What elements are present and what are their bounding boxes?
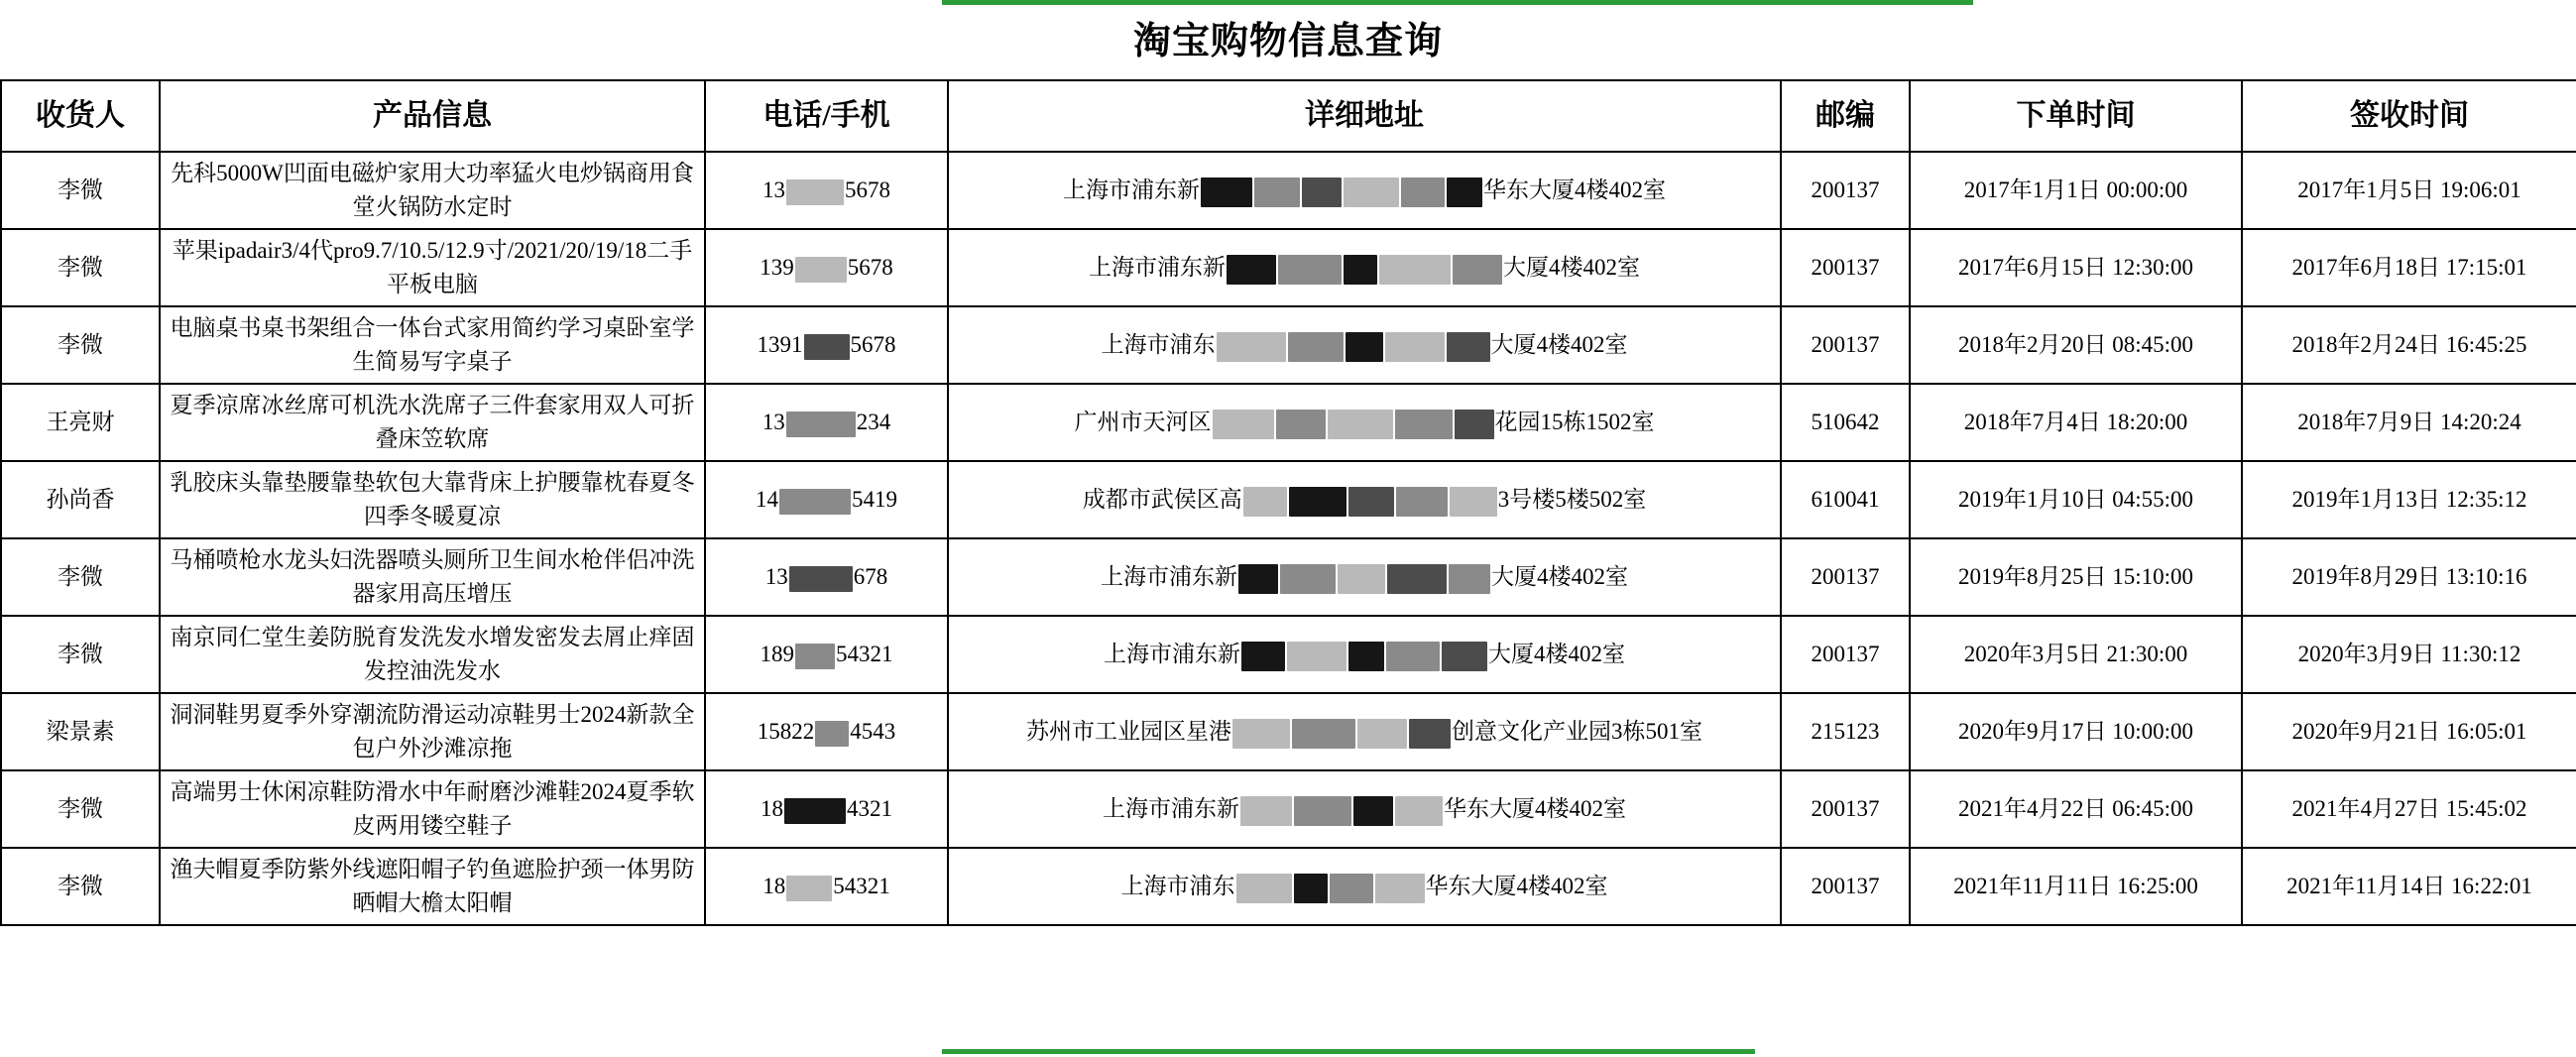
cell-zip: 200137: [1781, 229, 1910, 306]
redaction-block: [1375, 874, 1425, 903]
cell-phone: [705, 538, 948, 616]
cell-address: [948, 306, 1781, 384]
address-suffix: 大厦4楼402室: [1503, 255, 1640, 280]
table-row: [1, 229, 2576, 306]
phone-prefix: 18: [762, 874, 786, 898]
cell-recipient: 李微: [1, 306, 160, 384]
cell-product: 电脑桌书桌书架组合一体台式家用简约学习桌卧室学生简易写字桌子: [160, 306, 705, 384]
cell-sign-time: 2020年3月9日 11:30:12: [2242, 616, 2576, 693]
table-row: [1, 461, 2576, 538]
redaction-block: [1409, 719, 1451, 749]
redaction-block: [1387, 564, 1447, 594]
cell-order-time: 2020年3月5日 21:30:00: [1910, 616, 2242, 693]
cell-order-time: 2021年11月11日 16:25:00: [1910, 848, 2242, 925]
cell-product: 渔夫帽夏季防紫外线遮阳帽子钓鱼遮脸护颈一体男防晒帽大檐太阳帽: [160, 848, 705, 925]
phone-suffix: 5678: [845, 177, 890, 202]
cell-product: 洞洞鞋男夏季外穿潮流防滑运动凉鞋男士2024新款全包户外沙滩凉拖: [160, 693, 705, 770]
redaction-block: [784, 798, 846, 824]
redaction-block: [1217, 332, 1286, 362]
redaction-block: [1442, 642, 1487, 671]
cell-zip: 610041: [1781, 461, 1910, 538]
cell-address: [948, 770, 1781, 848]
redaction-block: [1396, 487, 1448, 517]
cell-order-time: 2019年8月25日 15:10:00: [1910, 538, 2242, 616]
cell-zip: 200137: [1781, 848, 1910, 925]
cell-sign-time: 2018年7月9日 14:20:24: [2242, 384, 2576, 461]
cell-phone: [705, 306, 948, 384]
cell-zip: 200137: [1781, 538, 1910, 616]
address-prefix: 成都市武侯区高: [1082, 487, 1242, 512]
cell-sign-time: 2019年1月13日 12:35:12: [2242, 461, 2576, 538]
redaction-block: [795, 257, 847, 283]
redaction-block: [1395, 796, 1443, 826]
phone-suffix: 4321: [847, 796, 892, 821]
table-row: [1, 693, 2576, 770]
cell-order-time: 2017年1月1日 00:00:00: [1910, 152, 2242, 229]
redaction-block: [1294, 874, 1328, 903]
phone-suffix: 678: [853, 564, 888, 589]
redaction-block: [804, 334, 850, 360]
phone-suffix: 5419: [852, 487, 897, 512]
redaction-block: [1348, 487, 1394, 517]
cell-recipient: 孙尚香: [1, 461, 160, 538]
cell-product: 南京同仁堂生姜防脱育发洗发水增发密发去屑止痒固发控油洗发水: [160, 616, 705, 693]
redaction-block: [1330, 874, 1373, 903]
phone-suffix: 54321: [836, 642, 893, 666]
cell-phone: [705, 770, 948, 848]
redaction-block: [1455, 410, 1494, 439]
redaction-block: [1453, 255, 1502, 285]
table-row: [1, 306, 2576, 384]
redaction-block: [1294, 796, 1351, 826]
cell-sign-time: 2019年8月29日 13:10:16: [2242, 538, 2576, 616]
redaction-block: [789, 566, 853, 592]
address-suffix: 华东大厦4楼402室: [1425, 874, 1608, 898]
address-suffix: 花园15栋1502室: [1494, 410, 1655, 434]
cell-recipient: 王亮财: [1, 384, 160, 461]
cell-order-time: 2019年1月10日 04:55:00: [1910, 461, 2242, 538]
cell-phone: [705, 229, 948, 306]
redaction-block: [1357, 719, 1407, 749]
address-prefix: 广州市天河区: [1074, 410, 1212, 434]
address-prefix: 上海市浦东: [1120, 874, 1235, 898]
redaction-block: [1287, 642, 1347, 671]
redaction-block: [1254, 177, 1300, 207]
address-prefix: 上海市浦东新: [1089, 255, 1226, 280]
redaction-block: [1232, 719, 1290, 749]
redaction-block: [1201, 177, 1252, 207]
bottom-accent-rule: [942, 1049, 1755, 1054]
cell-sign-time: 2021年4月27日 15:45:02: [2242, 770, 2576, 848]
redaction-block: [1344, 177, 1399, 207]
cell-sign-time: 2017年1月5日 19:06:01: [2242, 152, 2576, 229]
redaction-block: [1348, 642, 1384, 671]
cell-address: [948, 848, 1781, 925]
cell-sign-time: 2017年6月18日 17:15:01: [2242, 229, 2576, 306]
redaction-block: [815, 721, 849, 747]
cell-zip: 200137: [1781, 616, 1910, 693]
cell-phone: [705, 384, 948, 461]
redaction-block: [1289, 487, 1347, 517]
column-header-address: 详细地址: [948, 80, 1781, 152]
cell-product: 高端男士休闲凉鞋防滑水中年耐磨沙滩鞋2024夏季软皮两用镂空鞋子: [160, 770, 705, 848]
table-row: [1, 538, 2576, 616]
cell-phone: [705, 461, 948, 538]
cell-product: 夏季凉席冰丝席可机洗水洗席子三件套家用双人可折叠床笠软席: [160, 384, 705, 461]
column-header-sign-time: 签收时间: [2242, 80, 2576, 152]
address-suffix: 华东大厦4楼402室: [1444, 796, 1626, 821]
redaction-block: [1240, 796, 1292, 826]
cell-phone: [705, 693, 948, 770]
address-prefix: 上海市浦东: [1101, 332, 1216, 357]
redaction-block: [1227, 255, 1276, 285]
cell-address: [948, 229, 1781, 306]
cell-address: [948, 693, 1781, 770]
column-header-order-time: 下单时间: [1910, 80, 2242, 152]
phone-suffix: 5678: [847, 255, 893, 280]
cell-sign-time: 2020年9月21日 16:05:01: [2242, 693, 2576, 770]
cell-sign-time: 2018年2月24日 16:45:25: [2242, 306, 2576, 384]
cell-zip: 215123: [1781, 693, 1910, 770]
redaction-block: [1447, 332, 1490, 362]
cell-zip: 200137: [1781, 770, 1910, 848]
table-row: [1, 152, 2576, 229]
cell-order-time: 2017年6月15日 12:30:00: [1910, 229, 2242, 306]
address-suffix: 3号楼5楼502室: [1497, 487, 1647, 512]
column-header-product: 产品信息: [160, 80, 705, 152]
address-suffix: 创意文化产业园3栋501室: [1452, 719, 1702, 744]
address-suffix: 大厦4楼402室: [1491, 564, 1628, 589]
redaction-block: [1344, 255, 1377, 285]
phone-suffix: 54321: [833, 874, 890, 898]
cell-phone: [705, 848, 948, 925]
address-suffix: 华东大厦4楼402室: [1483, 177, 1666, 202]
cell-recipient: 梁景素: [1, 693, 160, 770]
redaction-block: [1447, 177, 1482, 207]
cell-phone: [705, 616, 948, 693]
cell-zip: 510642: [1781, 384, 1910, 461]
cell-sign-time: 2021年11月14日 16:22:01: [2242, 848, 2576, 925]
purchase-info-table: [0, 79, 2576, 926]
table-row: [1, 770, 2576, 848]
cell-recipient: 李微: [1, 616, 160, 693]
redaction-block: [1243, 487, 1287, 517]
cell-product: 先科5000W凹面电磁炉家用大功率猛火电炒锅商用食堂火锅防水定时: [160, 152, 705, 229]
cell-address: [948, 538, 1781, 616]
top-accent-rule: [942, 0, 1973, 5]
redaction-block: [1280, 564, 1336, 594]
cell-recipient: 李微: [1, 848, 160, 925]
redaction-block: [1449, 564, 1490, 594]
phone-suffix: 234: [856, 410, 891, 434]
phone-prefix: 13: [761, 410, 785, 434]
cell-phone: [705, 152, 948, 229]
cell-zip: 200137: [1781, 152, 1910, 229]
cell-order-time: 2020年9月17日 10:00:00: [1910, 693, 2242, 770]
cell-address: [948, 461, 1781, 538]
table-row: [1, 848, 2576, 925]
redaction-block: [779, 489, 851, 515]
cell-address: [948, 152, 1781, 229]
phone-prefix: 18: [761, 796, 783, 821]
cell-zip: 200137: [1781, 306, 1910, 384]
cell-recipient: 李微: [1, 229, 160, 306]
redaction-block: [1278, 255, 1342, 285]
redaction-block: [1395, 410, 1453, 439]
cell-recipient: 李微: [1, 770, 160, 848]
redaction-block: [1292, 719, 1355, 749]
redaction-block: [1379, 255, 1451, 285]
redaction-block: [1385, 332, 1445, 362]
redaction-block: [1236, 874, 1292, 903]
address-prefix: 苏州市工业园区星港: [1026, 719, 1231, 744]
redaction-block: [1338, 564, 1385, 594]
address-prefix: 上海市浦东新: [1101, 564, 1237, 589]
phone-prefix: 13: [764, 564, 788, 589]
redaction-block: [1238, 564, 1278, 594]
redaction-block: [1276, 410, 1326, 439]
column-header-phone: 电话/手机: [705, 80, 948, 152]
redaction-block: [786, 876, 832, 901]
redaction-block: [1353, 796, 1393, 826]
redaction-block: [786, 179, 844, 205]
redaction-block: [1328, 410, 1393, 439]
phone-prefix: 15822: [757, 719, 815, 744]
redaction-block: [795, 644, 835, 669]
redaction-block: [1302, 177, 1342, 207]
redaction-block: [1241, 642, 1285, 671]
phone-prefix: 1391: [757, 332, 803, 357]
page-title: 淘宝购物信息查询: [1132, 21, 1443, 62]
table-row: [1, 616, 2576, 693]
table-row: [1, 384, 2576, 461]
phone-prefix: 13: [762, 177, 785, 202]
address-prefix: 上海市浦东新: [1063, 177, 1200, 202]
redaction-block: [1401, 177, 1445, 207]
redaction-block: [1450, 487, 1497, 517]
redaction-block: [1386, 642, 1440, 671]
table-header-row: [1, 80, 2576, 152]
cell-product: 乳胶床头靠垫腰靠垫软包大靠背床上护腰靠枕春夏冬四季冬暖夏凉: [160, 461, 705, 538]
cell-order-time: 2018年7月4日 18:20:00: [1910, 384, 2242, 461]
address-prefix: 上海市浦东新: [1103, 796, 1239, 821]
cell-order-time: 2021年4月22日 06:45:00: [1910, 770, 2242, 848]
cell-order-time: 2018年2月20日 08:45:00: [1910, 306, 2242, 384]
cell-product: 马桶喷枪水龙头妇洗器喷头厕所卫生间水枪伴侣冲洗器家用高压增压: [160, 538, 705, 616]
phone-prefix: 139: [760, 255, 794, 280]
column-header-zip: 邮编: [1781, 80, 1910, 152]
redaction-block: [1213, 410, 1274, 439]
address-prefix: 上海市浦东新: [1104, 642, 1240, 666]
cell-recipient: 李微: [1, 152, 160, 229]
phone-suffix: 5678: [850, 332, 896, 357]
redaction-block: [1346, 332, 1383, 362]
phone-prefix: 14: [756, 487, 778, 512]
column-header-recipient: 收货人: [1, 80, 160, 152]
phone-suffix: 4543: [850, 719, 896, 744]
redaction-block: [1288, 332, 1344, 362]
redaction-block: [786, 411, 856, 437]
cell-recipient: 李微: [1, 538, 160, 616]
cell-address: [948, 616, 1781, 693]
phone-prefix: 189: [760, 642, 794, 666]
cell-address: [948, 384, 1781, 461]
address-suffix: 大厦4楼402室: [1490, 332, 1628, 357]
address-suffix: 大厦4楼402室: [1488, 642, 1625, 666]
cell-product: 苹果ipadair3/4代pro9.7/10.5/12.9寸/2021/20/19/18二手平板电脑: [160, 229, 705, 306]
